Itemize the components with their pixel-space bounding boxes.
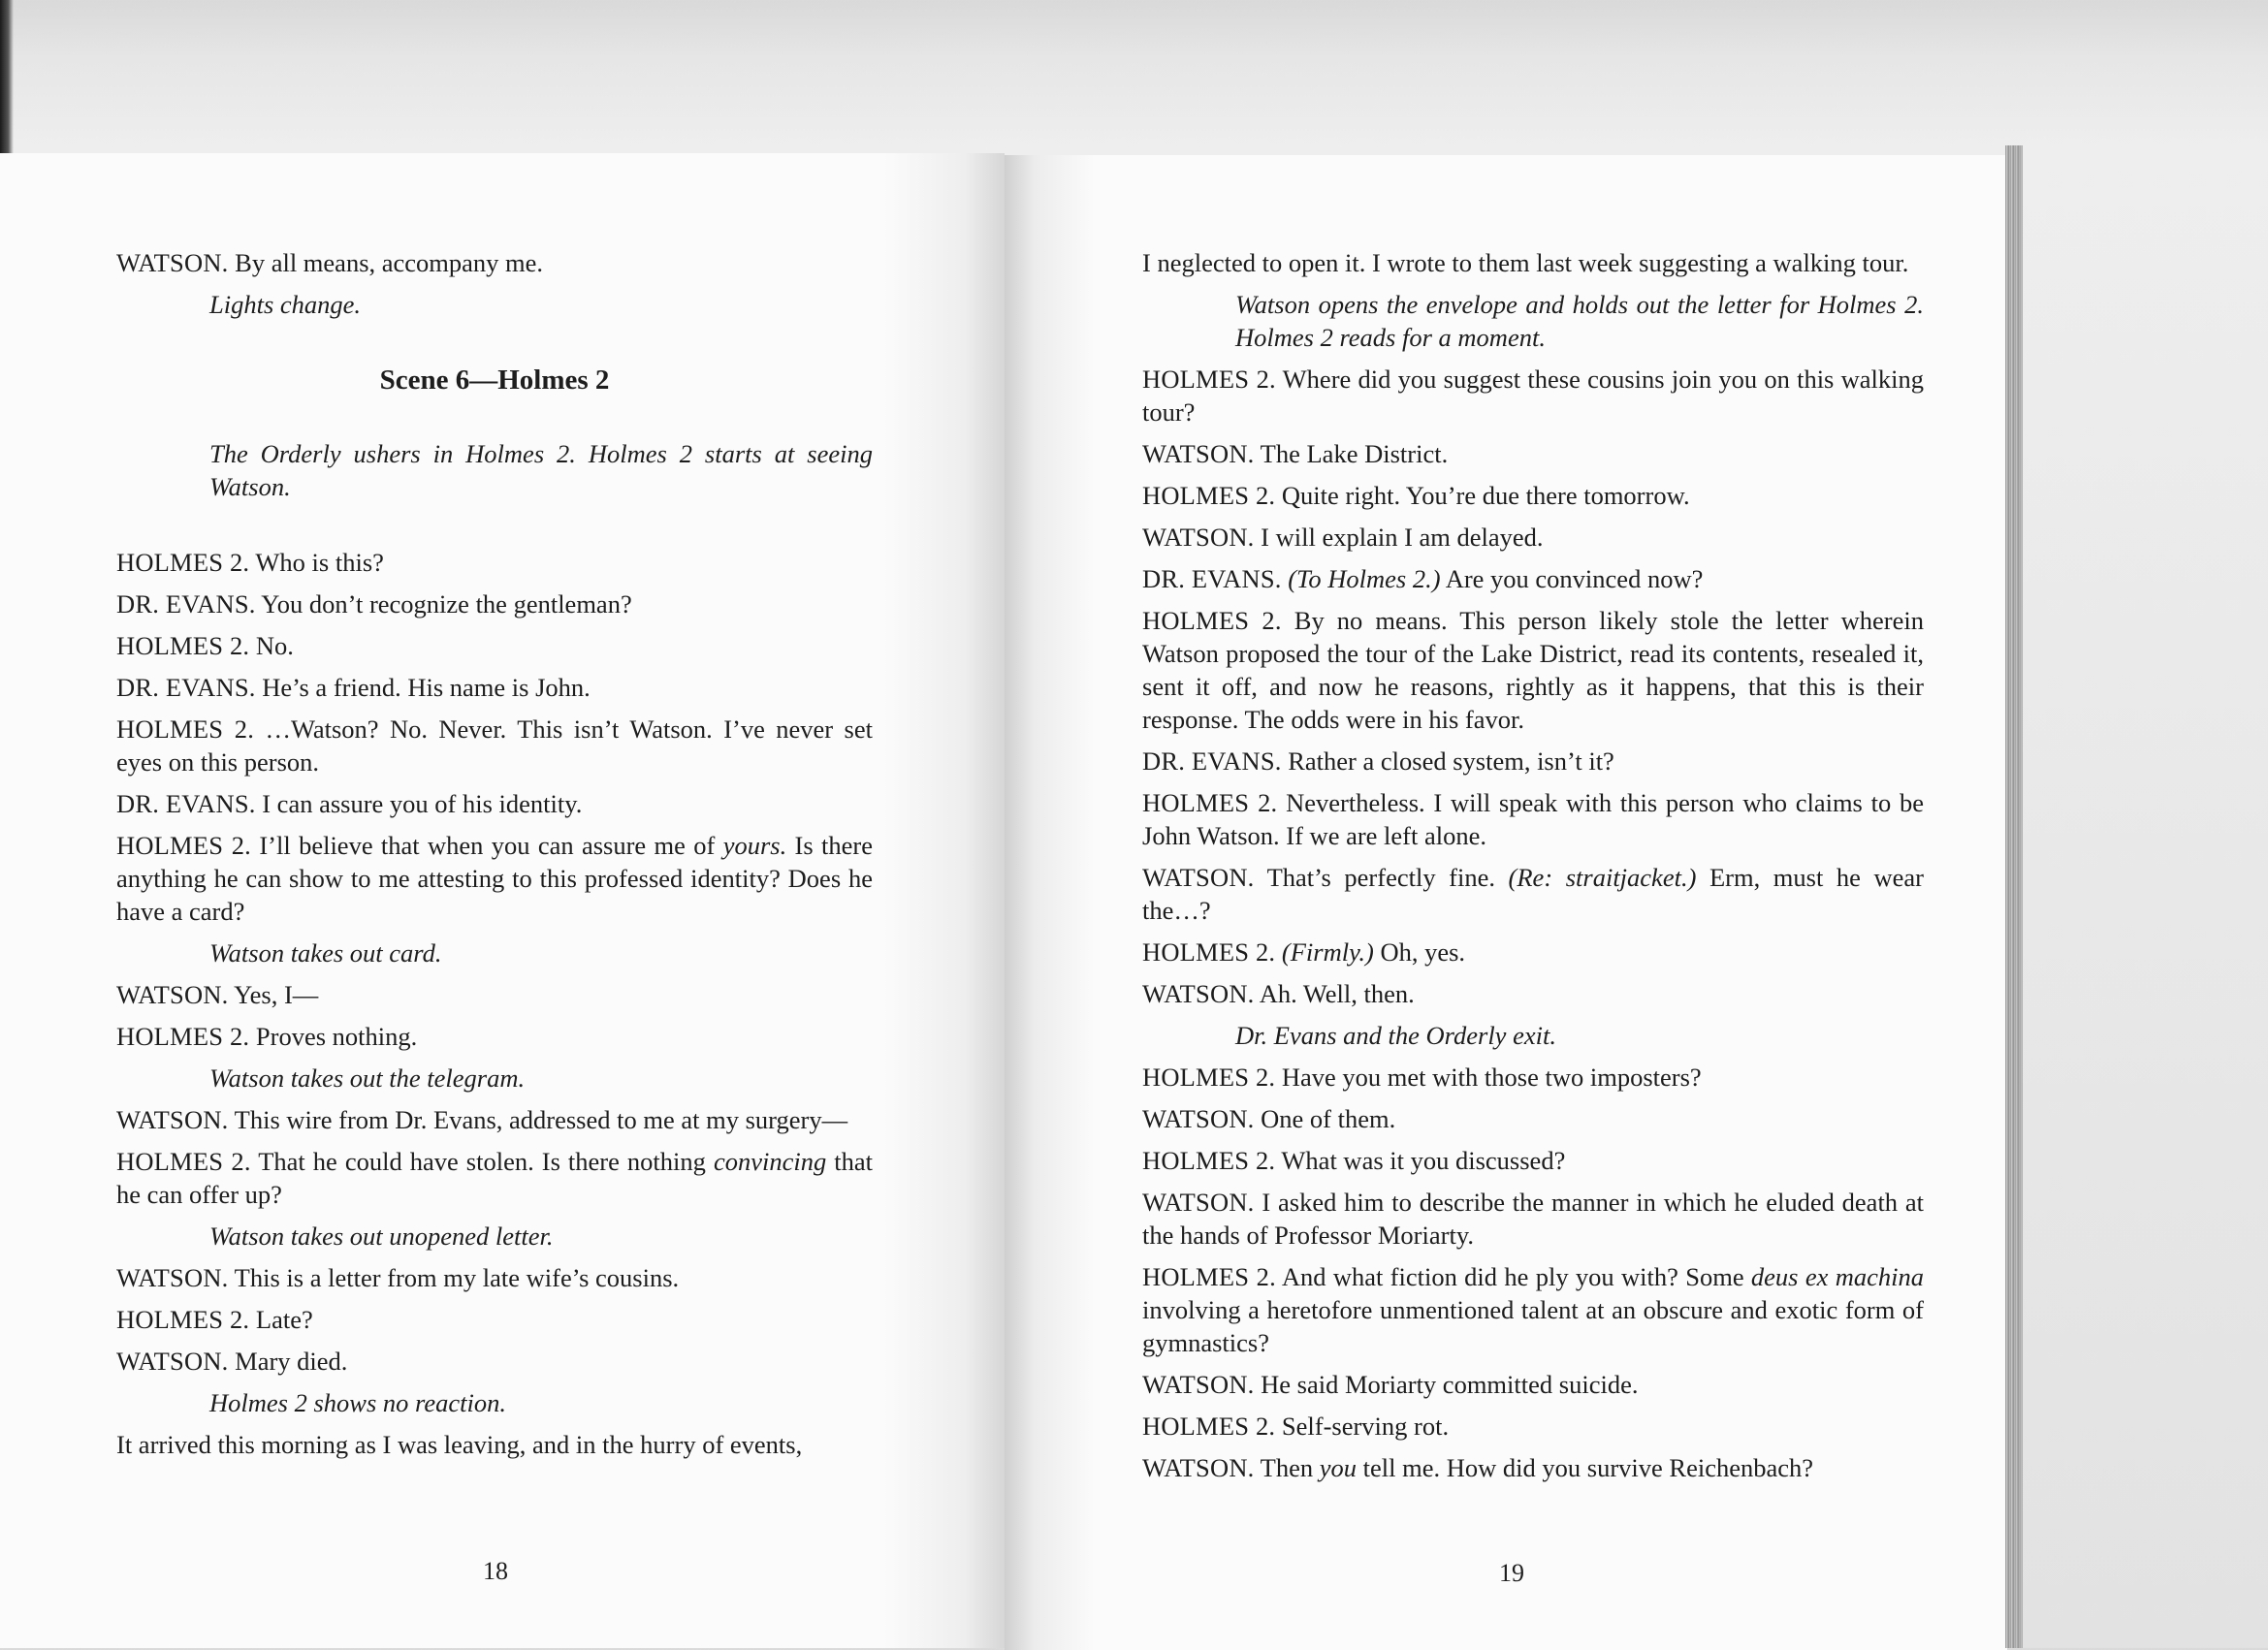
parenthetical: (Firmly.) [1281, 937, 1374, 967]
dialogue-line [1142, 1144, 1924, 1177]
page-number-left: 18 [483, 1557, 508, 1585]
emphasis-text: (Re: straitjacket.) [1508, 863, 1697, 892]
emphasis-text: deus ex machina [1750, 1262, 1924, 1291]
dialogue-text: …Watson? No. Never. This isn’t Watson. I’ve never set eyes on this person. [116, 714, 873, 777]
page-number-right: 19 [1499, 1559, 1524, 1587]
scene-heading: Scene 6—Holmes 2 [379, 365, 610, 396]
speaker-name: HOLMES 2. [116, 631, 250, 660]
dialogue-line [116, 246, 873, 279]
dialogue-text: That’s perfectly fine. [1266, 863, 1509, 892]
dialogue-line [1142, 1102, 1924, 1135]
dialogue-line [1142, 521, 1924, 554]
dialogue-line [116, 1145, 873, 1211]
dialogue-text: No. [255, 631, 294, 660]
dialogue-text: One of them. [1261, 1104, 1396, 1133]
dialogue-line [1142, 1260, 1924, 1359]
dialogue-line [1142, 977, 1924, 1010]
speaker-name: HOLMES 2. [1142, 1146, 1276, 1175]
dialogue-line [1142, 1451, 1924, 1484]
dialogue-text: Have you met with those two imposters? [1281, 1063, 1702, 1092]
speaker-name: WATSON. [1142, 1188, 1255, 1217]
dialogue-line [116, 546, 873, 579]
page-stack-edge [2005, 145, 2023, 1648]
speaker-name: WATSON. [1142, 979, 1255, 1008]
dialogue-line [1142, 786, 1924, 852]
dialogue-text: What was it you discussed? [1281, 1146, 1566, 1175]
dialogue-line [116, 713, 873, 778]
dialogue-continuation: I neglected to open it. I wrote to them last week suggesting a walking tour. [1142, 248, 1909, 277]
speaker-name: WATSON. [116, 1105, 229, 1134]
dialogue-text: That he could have stolen. Is there nothing [258, 1147, 714, 1176]
dialogue-text: The Lake District. [1260, 439, 1449, 468]
dialogue-line [1142, 745, 1924, 777]
dialogue-text: Where did you suggest these cousins join you on this walking tour? [1142, 365, 1924, 427]
dialogue-text: Mary died. [235, 1347, 348, 1376]
dialogue-text: By all means, accompany me. [235, 248, 544, 277]
dialogue-text: I can assure you of his identity. [262, 789, 583, 818]
dialogue-line [1142, 562, 1924, 595]
emphasis-text: convincing [713, 1147, 827, 1176]
dialogue-text: By no means. This person likely stole the letter wherein Watson proposed the tour of the Lake District, read its contents, resealed it, sent it off, and now he reasons, rightly as it happens, that this is their response. The odds were in his favor. [1142, 606, 1924, 734]
stage-direction: Watson takes out unopened letter. [209, 1222, 554, 1251]
dialogue-text: This is a letter from my late wife’s cousins. [234, 1263, 680, 1292]
speaker-name: DR. EVANS. [116, 589, 256, 619]
speaker-name: DR. EVANS. [1142, 564, 1282, 593]
left-page [0, 153, 1005, 1648]
speaker-name: HOLMES 2. [1142, 937, 1276, 967]
dialogue-text: This wire from Dr. Evans, addressed to me at my surgery— [234, 1105, 848, 1134]
dialogue-text: Oh, yes. [1373, 937, 1466, 967]
dialogue-text: You don’t recognize the gentleman? [261, 589, 632, 619]
right-page [1005, 155, 2007, 1650]
dialogue-line [116, 787, 873, 820]
dialogue-line [116, 978, 873, 1011]
speaker-name: HOLMES 2. [1142, 1262, 1276, 1291]
dialogue-line [116, 1303, 873, 1336]
stage-direction: Watson takes out the telegram. [209, 1063, 526, 1093]
speaker-name: HOLMES 2. [1142, 365, 1276, 394]
dialogue-line [116, 629, 873, 662]
speaker-name: HOLMES 2. [116, 831, 251, 860]
speaker-name: HOLMES 2. [116, 548, 250, 577]
dialogue-text: Quite right. You’re due there tomorrow. [1281, 481, 1690, 510]
dialogue-text: Nevertheless. I will speak with this person who claims to be John Watson. If we are left alone. [1142, 788, 1924, 850]
scan-edge-shadow [0, 0, 14, 155]
speaker-name: WATSON. [1142, 1370, 1255, 1399]
speaker-name: WATSON. [1142, 1453, 1255, 1482]
speaker-name: WATSON. [1142, 439, 1255, 468]
dialogue-text: involving a heretofore unmentioned talent at an obscure and exotic form of gymnastics? [1142, 1295, 1924, 1357]
parenthetical: (To Holmes 2.) [1288, 564, 1441, 593]
speaker-name: WATSON. [1142, 523, 1255, 552]
dialogue-line [1142, 604, 1924, 736]
stage-direction: Watson takes out card. [209, 938, 442, 968]
dialogue-continuation: It arrived this morning as I was leaving, and in the hurry of events, [116, 1430, 803, 1459]
dialogue-text: Then [1260, 1453, 1320, 1482]
dialogue-text: Are you convinced now? [1440, 564, 1704, 593]
dialogue-text: He’s a friend. His name is John. [262, 673, 591, 702]
speaker-name: HOLMES 2. [1142, 788, 1278, 817]
dialogue-line [1142, 1368, 1924, 1401]
dialogue-line [116, 829, 873, 928]
emphasis-text: yours. [722, 831, 787, 860]
speaker-name: HOLMES 2. [116, 1022, 250, 1051]
emphasis-text: you [1319, 1453, 1358, 1482]
speaker-name: WATSON. [116, 1263, 229, 1292]
dialogue-text: Late? [255, 1305, 313, 1334]
stage-direction: Dr. Evans and the Orderly exit. [1235, 1021, 1556, 1050]
dialogue-line [1142, 1410, 1924, 1443]
speaker-name: WATSON. [116, 248, 229, 277]
dialogue-line [1142, 479, 1924, 512]
dialogue-line [116, 1103, 873, 1136]
dialogue-text: I will explain I am delayed. [1261, 523, 1544, 552]
dialogue-text: Yes, I— [234, 980, 319, 1009]
dialogue-line [1142, 936, 1924, 968]
dialogue-text: that he can offer up? [116, 1147, 873, 1209]
dialogue-line [1142, 1186, 1924, 1252]
stage-direction: Holmes 2 shows no reaction. [209, 1388, 506, 1417]
speaker-name: DR. EVANS. [116, 789, 256, 818]
dialogue-text: He said Moriarty committed suicide. [1261, 1370, 1639, 1399]
speaker-name: HOLMES 2. [1142, 1063, 1276, 1092]
speaker-name: DR. EVANS. [1142, 746, 1282, 776]
dialogue-text: Is there anything he can show to me attesting to this professed identity? Does he have a card? [116, 831, 873, 926]
dialogue-text: Proves nothing. [255, 1022, 418, 1051]
speaker-name: WATSON. [116, 1347, 229, 1376]
dialogue-line [116, 587, 873, 620]
stage-direction: The Orderly ushers in Holmes 2. Holmes 2 starts at seeing Watson. [209, 439, 873, 501]
dialogue-text: Erm, must he wear the…? [1142, 863, 1924, 925]
dialogue-line [1142, 363, 1924, 428]
dialogue-text: Self-serving rot. [1281, 1412, 1450, 1441]
dialogue-text: I’ll believe that when you can assure me of [259, 831, 723, 860]
speaker-name: HOLMES 2. [116, 1305, 250, 1334]
dialogue-line [116, 1345, 873, 1378]
speaker-name: WATSON. [1142, 1104, 1255, 1133]
stage-direction: Watson opens the envelope and holds out the letter for Holmes 2. Holmes 2 reads for a moment. [1235, 290, 1924, 352]
dialogue-line [116, 1020, 873, 1053]
speaker-name: HOLMES 2. [1142, 1412, 1276, 1441]
dialogue-line [1142, 861, 1924, 927]
speaker-name: HOLMES 2. [116, 1147, 251, 1176]
speaker-name: HOLMES 2. [1142, 481, 1276, 510]
speaker-name: HOLMES 2. [116, 714, 255, 744]
speaker-name: DR. EVANS. [116, 673, 256, 702]
right-text-column [1142, 246, 1924, 1484]
dialogue-text: And what fiction did he ply you with? Some [1281, 1262, 1751, 1291]
dialogue-line [116, 1261, 873, 1294]
left-text-column [116, 246, 873, 1461]
dialogue-text: Ah. Well, then. [1259, 979, 1415, 1008]
dialogue-line [1142, 437, 1924, 470]
dialogue-line [1142, 1061, 1924, 1094]
dialogue-text: Who is this? [255, 548, 384, 577]
speaker-name: WATSON. [116, 980, 229, 1009]
dialogue-text: I asked him to describe the manner in which he eluded death at the hands of Professor Moriarty. [1142, 1188, 1925, 1250]
stage-direction: Lights change. [209, 290, 362, 319]
speaker-name: WATSON. [1142, 863, 1255, 892]
speaker-name: HOLMES 2. [1142, 606, 1282, 635]
dialogue-text: Rather a closed system, isn’t it? [1288, 746, 1614, 776]
dialogue-line [116, 671, 873, 704]
dialogue-text: tell me. How did you survive Reichenbach? [1357, 1453, 1813, 1482]
